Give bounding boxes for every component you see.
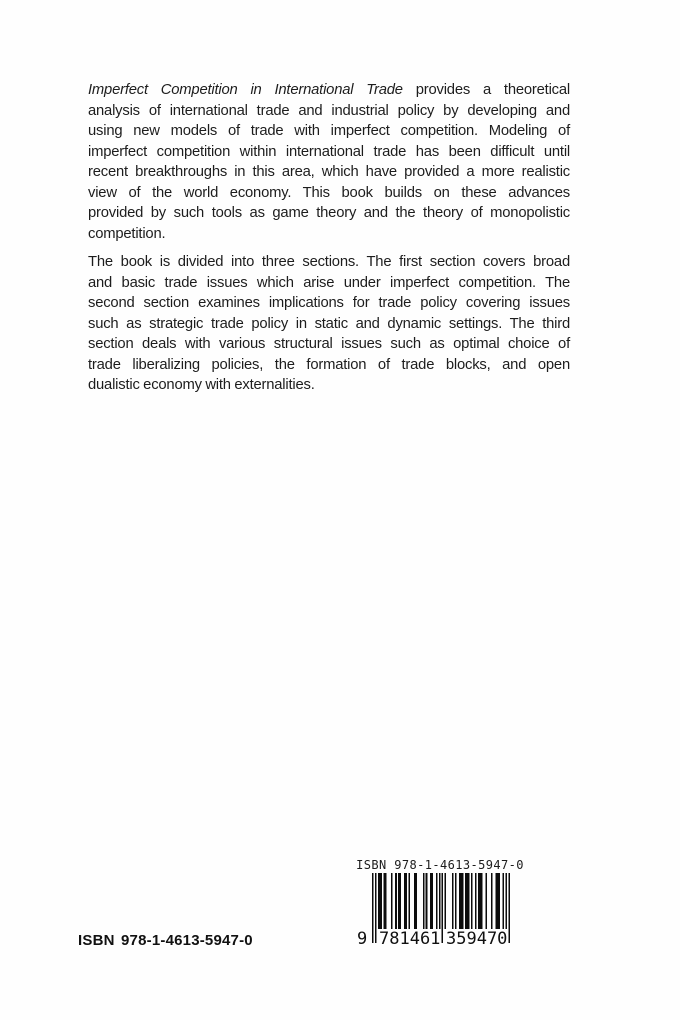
text-line: using new models of trade with imperfect competition. Modeling of [88,123,570,139]
isbn-number-text: ISBN 978-1-4613-5947-0 [78,932,253,949]
text-line: and basic trade issues which arise under imperfect competition. The [88,274,570,291]
text-line: imperfect competition within international trade has been difficult until [88,143,570,160]
text-line: second section examines implications for trade policy covering issues [88,295,570,311]
text-line: provided by such tools as game theory and the theory of monopolistic [88,205,570,221]
barcode-isbn-label: ISBN 978-1-4613-5947-0 [356,858,524,872]
book-description [88,80,570,396]
text-line: such as strategic trade policy in static and dynamic settings. The third [88,315,570,332]
text-line: trade liberalizing policies, the formation of trade blocks, and open [88,356,570,373]
text-line: view of the world economy. This book builds on these advances [88,184,570,201]
text-line: section deals with various structural issues such as optimal choice of [88,336,570,352]
book-title-italic: Imperfect Competition in International Trade [88,82,403,98]
text-line: competition. [88,225,166,242]
text-line: dualistic economy with externalities. [88,377,315,393]
text-line [88,80,570,101]
barcode-digits-right-group: 359470 [446,929,508,949]
text-line: recent breakthroughs in this area, which have provided a more realistic [88,164,570,180]
barcode-digits [355,929,525,951]
text-line: The book is divided into three sections. The first section covers broad [88,254,570,270]
isbn-barcode [355,858,525,970]
paragraph-sections [88,252,570,396]
paragraph-synopsis [88,80,570,244]
text-line-rest: provides a theoretical [402,82,570,98]
text-line: analysis of international trade and industrial policy by developing and [88,102,570,119]
barcode-digits-left-group: 781461 [379,929,441,949]
barcode-digit-lead: 9 [357,929,368,949]
